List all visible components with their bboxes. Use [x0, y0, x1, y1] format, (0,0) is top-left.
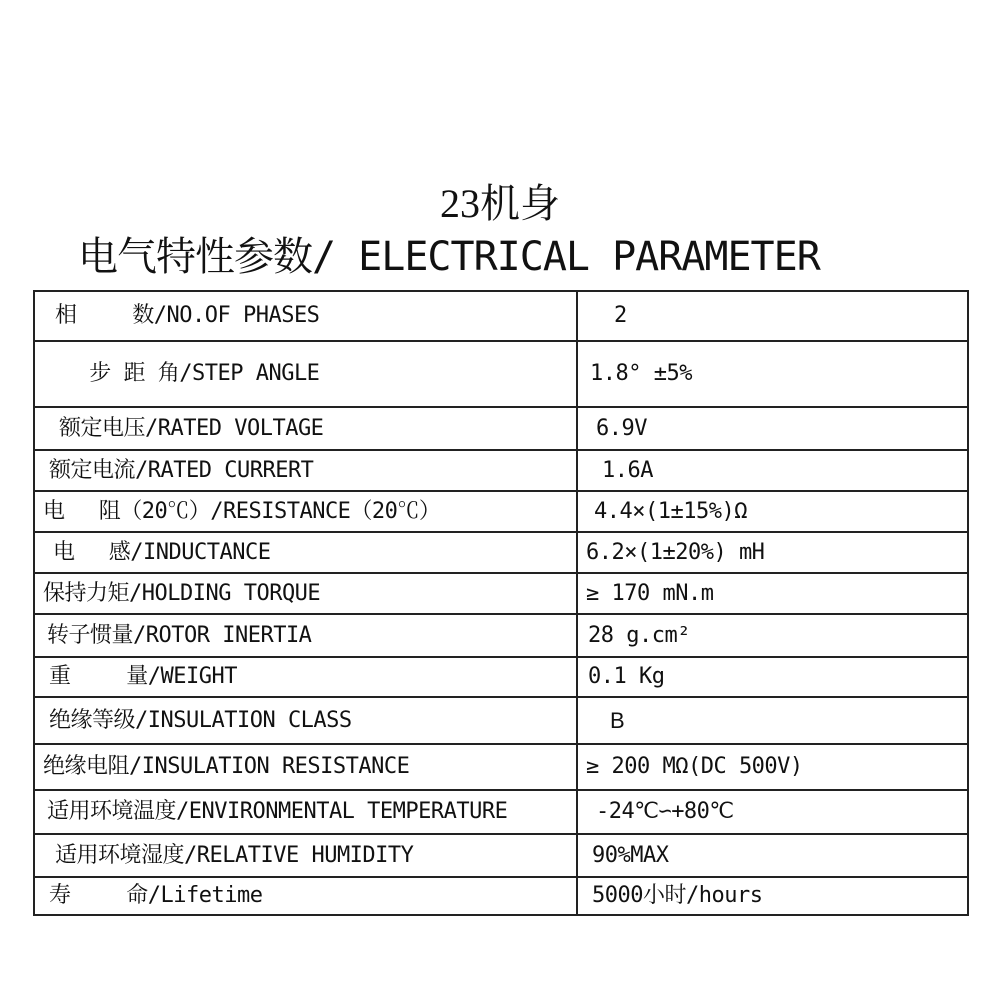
param-label: 相 数/NO.OF PHASES [34, 291, 577, 341]
param-value: ≥ 170 mN.m [577, 573, 968, 614]
table-row [34, 407, 968, 450]
table-row [34, 450, 968, 491]
table-row [34, 291, 968, 341]
param-label: 额定电压/RATED VOLTAGE [34, 407, 577, 450]
table-row [34, 573, 968, 614]
param-value: 4.4×(1±15%)Ω [577, 491, 968, 532]
table-row [34, 341, 968, 407]
param-value: 90%MAX [577, 834, 968, 877]
table-row [34, 697, 968, 744]
param-label: 适用环境湿度/RELATIVE HUMIDITY [34, 834, 577, 877]
param-value: ≥ 200 MΩ(DC 500V) [577, 744, 968, 790]
param-value: 6.2×(1±20%) mH [577, 532, 968, 573]
param-value: 5000小时/hours [577, 877, 968, 915]
table-row [34, 614, 968, 657]
model-title: 23机身 [440, 181, 560, 226]
table-row [34, 790, 968, 834]
param-label: 绝缘电阻/INSULATION RESISTANCE [34, 744, 577, 790]
param-value: 2 [577, 291, 968, 341]
param-label: 电 感/INDUCTANCE [34, 532, 577, 573]
param-value: B [577, 697, 968, 744]
param-label: 保持力矩/HOLDING TORQUE [34, 573, 577, 614]
table-row [34, 657, 968, 697]
param-value: -24℃∽+80℃ [577, 790, 968, 834]
table-row [34, 834, 968, 877]
table-row [34, 532, 968, 573]
table-row [34, 744, 968, 790]
param-value: 1.8° ±5% [577, 341, 968, 407]
table-row [34, 877, 968, 915]
param-label: 额定电流/RATED CURRERT [34, 450, 577, 491]
param-label: 转子惯量/ROTOR INERTIA [34, 614, 577, 657]
param-label: 重 量/WEIGHT [34, 657, 577, 697]
param-value: 6.9V [577, 407, 968, 450]
param-label: 绝缘等级/INSULATION CLASS [34, 697, 577, 744]
param-value: 28 g.cm² [577, 614, 968, 657]
param-value: 1.6A [577, 450, 968, 491]
section-heading: 电气特性参数/ ELECTRICAL PARAMETER [78, 234, 820, 280]
param-label: 步 距 角/STEP ANGLE [34, 341, 577, 407]
param-value: 0.1 Kg [577, 657, 968, 697]
param-label: 寿 命/Lifetime [34, 877, 577, 915]
electrical-parameter-table [33, 290, 969, 916]
param-label: 电 阻（20℃）/RESISTANCE（20℃） [34, 491, 577, 532]
table-row [34, 491, 968, 532]
param-label: 适用环境温度/ENVIRONMENTAL TEMPERATURE [34, 790, 577, 834]
